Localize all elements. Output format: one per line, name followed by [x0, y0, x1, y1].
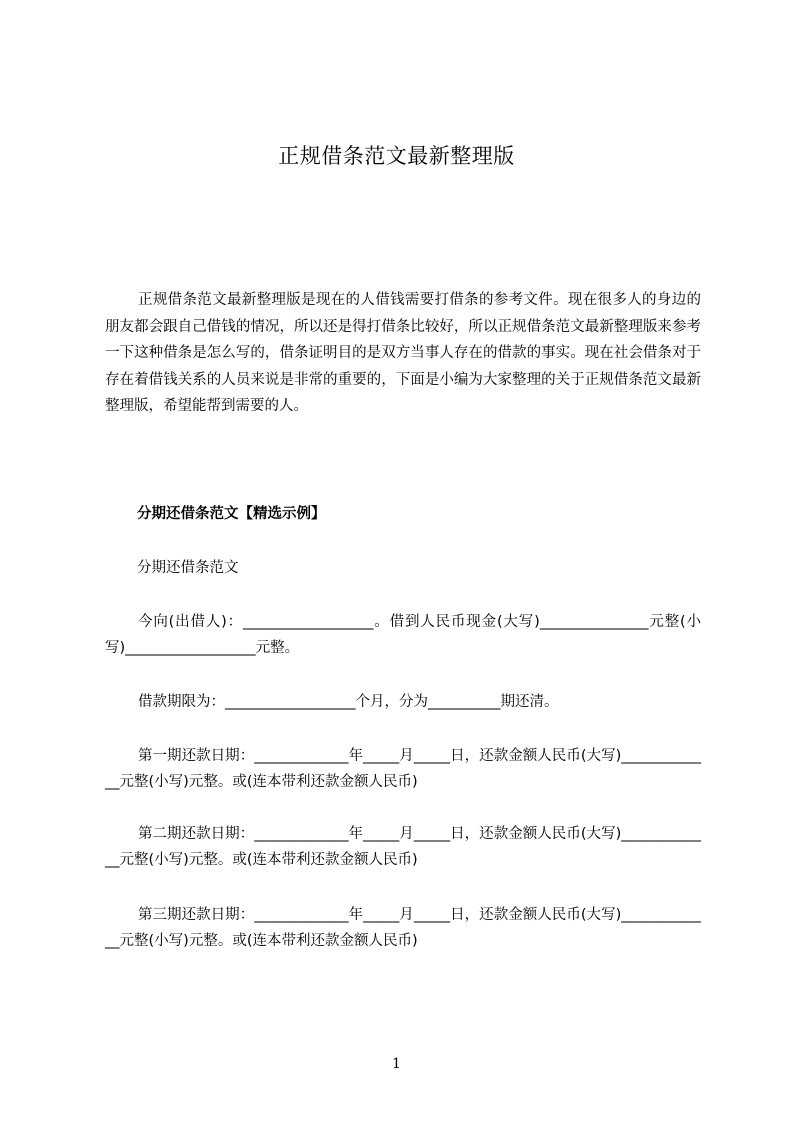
installment-second: 第二期还款日期：_____________年_____月_____日，还款金额人民币(大写)_____________元整(小写)元整。或(连本带利还款金额人民币): [105, 826, 701, 868]
section-heading: 分期还借条范文【精选示例】: [137, 506, 326, 522]
page-number: 1: [392, 1056, 401, 1072]
lender-line: 今向(出借人)：__________________。借到人民币现金(大写)_______________元整(小写)__________________元整。: [105, 614, 701, 656]
intro-paragraph: 正规借条范文最新整理版是现在的人借钱需要打借条的参考文件。现在很多人的身边的朋友都会跟自己借钱的情况，所以还是得打借条比较好，所以正规借条范文最新整理版来参考一下这种借条是怎么写的，借条证明目的是双方当事人存在的借款的事实。现在社会借条对于存在着借钱关系的人员来说是非常的重要的，下面是小编为大家整理的关于正规借条范文最新整理版，希望能帮到需要的人。: [105, 292, 701, 415]
loan-term-line: 借款期限为：__________________个月，分为__________期还清。: [138, 694, 559, 710]
installment-first: 第一期还款日期：_____________年_____月_____日，还款金额人民币(大写)_____________元整(小写)元整。或(连本带利还款金额人民币): [105, 748, 701, 790]
page-title: 正规借条范文最新整理版: [278, 144, 515, 168]
installment-third: 第三期还款日期：_____________年_____月_____日，还款金额人民币(大写)_____________元整(小写)元整。或(连本带利还款金额人民币): [105, 907, 701, 949]
section-subtitle: 分期还借条范文: [137, 560, 239, 576]
